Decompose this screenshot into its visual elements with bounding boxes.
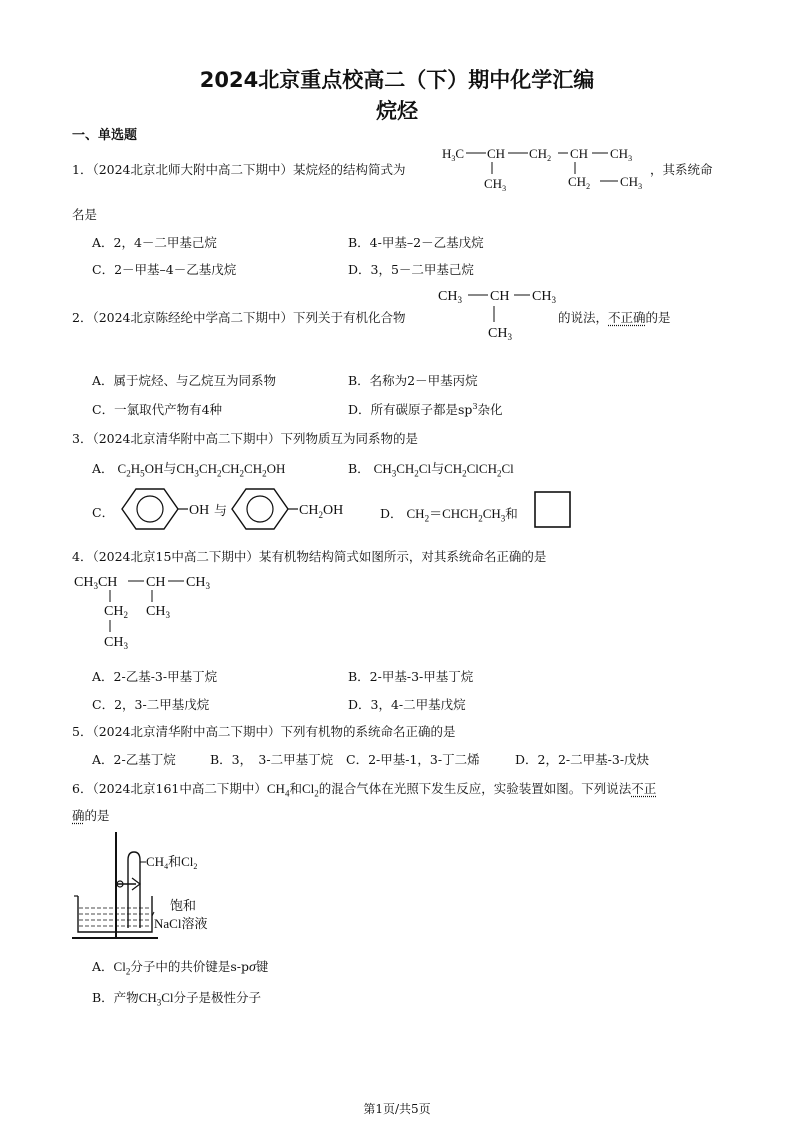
svg-text:CH3: $CH_3$ [186,575,210,591]
q2-structure [436,284,566,342]
q6-stem: 6．（2024北京161中高二下期中）$CH_4$和$Cl_2$的混合气体在光照下发生反应，实验装置如图。下列说法不正 [72,781,657,799]
svg-text:CH3CH: $CH_3CH$ [74,575,118,591]
q4-structure [72,568,232,654]
svg-text:OH: OH [189,503,210,518]
q3-option-c-label: C． [92,505,115,520]
q1-option-d: D．3，5－二甲基己烷 [348,262,474,277]
q3-option-a: A． $C_2H_5OH$与$CH_3CH_2CH_2CH_2OH$ [92,461,286,479]
q4-option-a: A．2-乙基-3-甲基丁烷 [92,669,218,684]
svg-text:CH: CH [570,146,589,161]
svg-text:CH3: $CH_3$ [620,174,643,191]
svg-text:CH2: $CH_2$ [568,174,591,191]
q5-option-c: C．2-甲基-1，3-丁二烯 [346,752,480,767]
svg-text:CH3: $CH_3$ [104,635,128,651]
q1-stem-tail: ，其系统命 [650,162,713,177]
page-title: 2024北京重点校高二（下）期中化学汇编 [199,68,595,92]
q5-option-a: A．2-乙基丁烷 [92,752,176,767]
svg-text:饱和: 饱和 [170,898,197,913]
q2-option-d: D．所有碳原子都是$sp^3$杂化 [348,401,503,417]
svg-text:CH2: $CH_2$ [104,604,128,620]
section-heading: 一、单选题 [72,128,138,143]
page-footer: 第1页/共5页 [363,1102,431,1116]
q5-option-d: D．2，2-二甲基-3-戊炔 [515,752,650,767]
q3-option-b: B． $CH_3CH_2Cl$与$CH_2ClCH_2Cl$ [348,461,514,479]
svg-text:CH3: $CH_3$ [488,326,512,342]
svg-text:CH: CH [487,146,506,161]
q4-option-d: D．3，4-二甲基戊烷 [348,697,466,712]
q4-option-c: C．2，3-二甲基戊烷 [92,697,210,712]
q2-stem: 2．（2024北京陈经纶中学高二下期中）下列关于有机化合物 [72,310,406,325]
q6-option-b: B．产物$CH_3Cl$分子是极性分子 [92,990,262,1008]
svg-text:CH3: $CH_3$ [438,289,462,305]
q6-option-a: A．$Cl_2$分子中的共价键是s-pσ键 [92,959,269,977]
q6-emphasis: 不正 [631,781,657,796]
q1-stem-cont: 名是 [72,207,98,222]
q6-apparatus-figure [70,828,230,944]
q5-option-b: B．3， 3-二甲基丁烷 [210,752,334,767]
svg-text:与: 与 [214,503,228,518]
q5-stem: 5．（2024北京清华附中高二下期中）下列有机物的系统命名正确的是 [72,724,456,739]
q2-option-c: C．一氯取代产物有4种 [92,402,223,417]
svg-text:CH2OH: $CH_2OH$ [299,503,344,520]
q6-stem-cont: 确的是 [72,808,110,823]
q2-emphasis: 不正确 [608,310,646,325]
q2-option-a: A．属于烷烃、与乙烷互为同系物 [92,373,277,388]
q1-option-a: A．2，4－二甲基己烷 [92,235,217,250]
q1-option-c: C．2－甲基–4－乙基戊烷 [92,262,237,277]
q1-option-b: B．4-甲基–2－乙基戊烷 [348,235,484,250]
q1-structure [440,142,650,194]
svg-text:CH2: $CH_2$ [529,146,552,163]
q3-stem: 3．（2024北京清华附中高二下期中）下列物质互为同系物的是 [72,431,419,446]
svg-text:CH3: $CH_3$ [610,146,633,163]
cyclobutane-square [533,490,573,530]
svg-text:CH3: $CH_3$ [484,176,507,193]
q2-option-b: B．名称为2－甲基丙烷 [348,373,478,388]
q4-option-b: B．2-甲基-3-甲基丁烷 [348,669,474,684]
svg-text:CH: CH [490,289,510,304]
phenol-structure [122,489,209,529]
q3-option-d: D． $CH_2=CHCH_2CH_3$和 [380,506,518,524]
svg-text:H3C: $H_3C$ [442,146,465,163]
svg-text:CH3: $CH_3$ [146,604,170,620]
q3-option-c-structures [114,484,364,534]
svg-text:CH: CH [146,575,166,590]
q4-stem: 4．（2024北京15中高二下期中）某有机物结构简式如图所示，对其系统命名正确的是 [72,549,547,564]
svg-text:CH4和Cl2: $CH_4$和$Cl_2$ [146,854,198,871]
q1-stem: 1．（2024北京北师大附中高二下期中）某烷烃的结构简式为 [72,162,406,177]
benzyl-alcohol-structure [232,489,343,529]
q2-stem-tail: 的说法，不正确的是 [558,310,671,325]
svg-text:NaCl溶液: NaCl溶液 [154,916,208,931]
page-subtitle: 烷烃 [376,99,418,123]
svg-text:CH3: $CH_3$ [532,289,556,305]
